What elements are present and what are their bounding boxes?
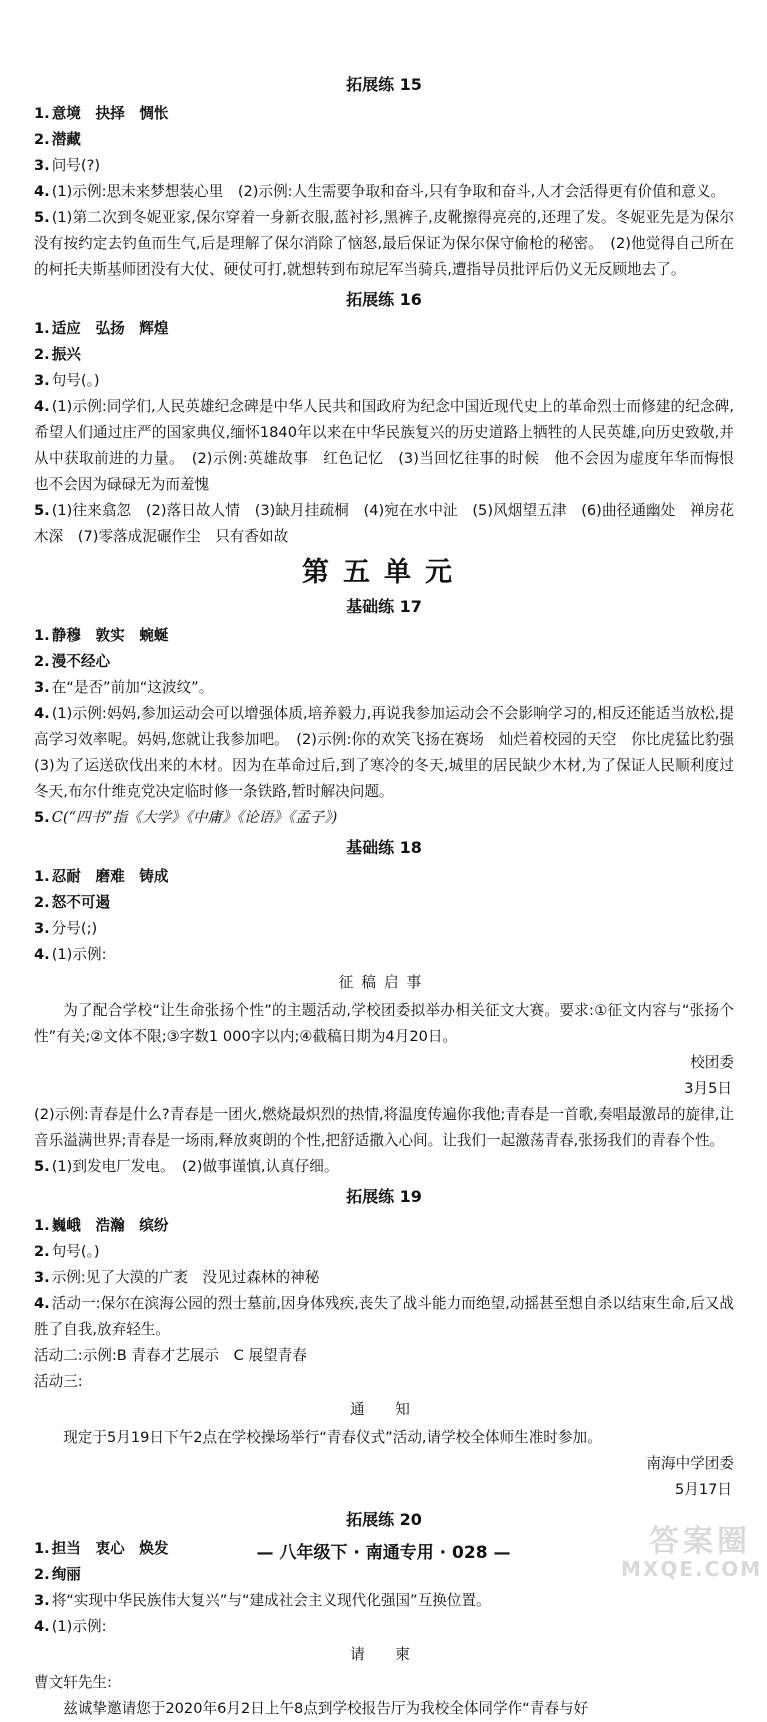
answer-item <box>34 153 734 179</box>
item-text: (1)往来翕忽 (2)落日故人情 (3)缺月挂疏桐 (4)宛在水中沚 (5)风烟望五津 (6)曲径通幽处 禅房花木深 (7)零落成泥碾作尘 只有香如故 <box>34 502 734 545</box>
answer-item <box>34 942 734 968</box>
item-number: 5. <box>34 809 50 826</box>
item-number: 1. <box>34 1217 50 1234</box>
item-text: 静穆 敦实 蜿蜒 <box>51 627 169 644</box>
notice-title: 通 知 <box>350 1401 418 1418</box>
section-title-16: 拓展练 16 <box>346 290 422 309</box>
section-title-15: 拓展练 15 <box>346 75 422 94</box>
item-text: 巍峨 浩瀚 缤纷 <box>51 1217 169 1234</box>
item-text: 示例:见了大漠的广袤 没见过森林的神秘 <box>51 1269 320 1286</box>
item-text: 在“是否”前加“这波纹”。 <box>51 679 214 696</box>
item-number: 4. <box>34 398 50 415</box>
answer-item <box>34 127 734 153</box>
item-number: 5. <box>34 209 50 226</box>
item-text: 意境 抉择 惆怅 <box>51 105 169 122</box>
item-number: 2. <box>34 1243 50 1260</box>
item-text: 句号(。) <box>51 1243 100 1260</box>
item-text: 担当 衷心 焕发 <box>51 1540 169 1557</box>
section-title-17: 基础练 17 <box>346 597 422 616</box>
item-text: 漫不经心 <box>51 653 111 670</box>
answer-item <box>34 1614 734 1640</box>
section-title-19: 拓展练 19 <box>346 1187 422 1206</box>
answer-item <box>34 701 749 805</box>
answer-item: (2)示例:青春是什么?青春是一团火,燃烧最炽烈的热情,将温度传遍你我他;青春是一首歌,奏唱最激昂的旋律,让音乐溢满世界;青春是一场雨,释放爽朗的个性,把舒适撒入心间。让我们一起激荡青春,张扬我们的青春个性。 <box>34 1106 734 1149</box>
answer-item <box>34 864 734 890</box>
item-number: 1. <box>34 1540 50 1557</box>
item-text: 活动一:保尔在滨海公园的烈士墓前,因身体残疾,丧失了战斗能力而绝望,动摇甚至想自杀以结束生命,后又战胜了自我,放弃轻生。 <box>34 1295 734 1338</box>
activity-three: 活动三: <box>34 1373 83 1390</box>
answer-item <box>34 101 734 127</box>
answer-item <box>34 623 734 649</box>
item-text: (1)到发电厂发电。 (2)做事谨慎,认真仔细。 <box>51 1158 339 1175</box>
item-number: 4. <box>34 705 50 722</box>
item-number: 1. <box>34 105 50 122</box>
notice-date: 5月17日 <box>674 1481 732 1498</box>
answer-item <box>34 342 734 368</box>
answer-item <box>34 498 734 550</box>
item-number: 4. <box>34 183 50 200</box>
item-text: 绚丽 <box>51 1566 81 1583</box>
answer-item <box>34 179 734 205</box>
item-text: (1)示例: <box>51 946 107 963</box>
item-number: 2. <box>34 131 50 148</box>
item-text: (1)示例: <box>51 1618 107 1635</box>
item-text: 潜藏 <box>51 131 81 148</box>
item-number: 1. <box>34 320 50 337</box>
answer-item <box>34 805 734 831</box>
invitation-body: 兹诚挚邀请您于2020年6月2日上午8点到学校报告厅为我校全体同学作“青春与好 <box>63 1700 589 1717</box>
invitation-title: 请 柬 <box>350 1646 418 1663</box>
item-text: (1)示例:妈妈,参加运动会可以增强体质,培养毅力,再说我参加运动会不会影响学习的,相反还能适当放松,提高学习效率呢。妈妈,您就让我参加吧。 (2)示例:你的欢笑飞扬在赛场 灿烂着校园的天空 你比虎猛比豹强 (3)为了运送砍伐出来的木材。因为在革命过后,到了寒冷的冬天,城里的居民缺少木材,为了保证人民顺利度过冬天,布尔什维克党决定临时修一条铁路,暂时解决问题。 <box>34 705 749 800</box>
item-text: 问号(?) <box>51 157 101 174</box>
item-text: (1)第二次到冬妮亚家,保尔穿着一身新衣服,蓝衬衫,黑裤子,皮靴擦得亮亮的,还理了发。冬妮亚先是为保尔没有按约定去钓鱼而生气,后是理解了保尔消除了恼怒,最后保证为保尔保守偷枪的秘密。 (2)他觉得自己所在的柯托夫斯基师团没有大仗、硬仗可打,就想转到布琼尼军当骑兵,遭指导员批评后仍义无反顾地去了。 <box>34 209 734 278</box>
item-number: 2. <box>34 1566 50 1583</box>
answer-item <box>34 675 734 701</box>
item-text: (1)示例:思未来梦想装心里 (2)示例:人生需要争取和奋斗,只有争取和奋斗,人才会活得更有价值和意义。 <box>51 183 726 200</box>
answer-item <box>34 916 734 942</box>
item-number: 3. <box>34 920 50 937</box>
page-footer: — 八年级下 · 南通专用 · 028 — <box>256 1543 511 1563</box>
notice-title: 征稿启事 <box>338 974 430 991</box>
item-number: 4. <box>34 1295 50 1312</box>
item-number: 3. <box>34 157 50 174</box>
item-text: 怒不可遏 <box>51 894 111 911</box>
item-number: 4. <box>34 946 50 963</box>
item-number: 3. <box>34 679 50 696</box>
answer-item <box>34 1239 734 1265</box>
activity-two: 活动二:示例:B 青春才艺展示 C 展望青春 <box>34 1347 307 1364</box>
answer-item <box>34 368 734 394</box>
section-title-20: 拓展练 20 <box>346 1510 422 1529</box>
unit-title: 第五单元 <box>302 557 466 588</box>
item-number: 3. <box>34 372 50 389</box>
notice-body: 为了配合学校“让生命张扬个性”的主题活动,学校团委拟举办相关征文大赛。要求:①征文内容与“张扬个性”有关;②文体不限;③字数1 000字以内;④截稿日期为4月20日。 <box>34 1002 734 1045</box>
item-text: (1)示例:同学们,人民英雄纪念碑是中华人民共和国政府为纪念中国近现代史上的革命烈士而修建的纪念碑,希望人们通过庄严的国家典仪,缅怀1840年以来在中华民族复兴的历史道路上牺牲的人民英雄,向历史致敬,并从中获取前进的力量。 (2)示例:英雄故事 红色记忆 (3)当回忆往事的时候 他不会因为虚度年华而悔恨 也不会因为碌碌无为而羞愧 <box>34 398 749 493</box>
answer-item <box>34 1154 734 1180</box>
answer-item <box>34 316 734 342</box>
item-text: 分号(;) <box>51 920 98 937</box>
watermark-url: MXQE.COM <box>621 1557 763 1581</box>
notice-signature: 校团委 <box>690 1054 734 1071</box>
item-number: 3. <box>34 1269 50 1286</box>
item-number: 2. <box>34 894 50 911</box>
item-number: 3. <box>34 1592 50 1609</box>
section-title-18: 基础练 18 <box>346 838 422 857</box>
answer-item <box>34 1265 734 1291</box>
invitation-recipient: 曹文轩先生: <box>34 1674 112 1691</box>
item-text: 振兴 <box>51 346 81 363</box>
item-number: 5. <box>34 1158 50 1175</box>
notice-signature: 南海中学团委 <box>646 1455 734 1472</box>
item-text: 适应 弘扬 辉煌 <box>51 320 169 337</box>
item-number: 5. <box>34 502 50 519</box>
answer-item <box>34 394 749 498</box>
answer-item <box>34 205 734 283</box>
notice-date: 3月5日 <box>684 1080 732 1097</box>
watermark-logo <box>621 1524 763 1586</box>
notice-body: 现定于5月19日下午2点在学校操场举行“青春仪式”活动,请学校全体师生准时参加。 <box>63 1429 602 1446</box>
item-text: 忍耐 磨难 铸成 <box>51 868 169 885</box>
item-number: 1. <box>34 627 50 644</box>
answer-item <box>34 890 734 916</box>
answer-item <box>34 649 734 675</box>
answer-item <box>34 1588 734 1614</box>
item-number: 1. <box>34 868 50 885</box>
answer-item <box>34 1291 734 1343</box>
item-text: 将“实现中华民族伟大复兴”与“建成社会主义现代化强国”互换位置。 <box>51 1592 491 1609</box>
item-number: 2. <box>34 653 50 670</box>
item-text: 句号(。) <box>51 372 100 389</box>
answer-page <box>34 68 749 1722</box>
item-number: 4. <box>34 1618 50 1635</box>
watermark-text: 答案圈 <box>649 1524 751 1559</box>
item-text: C(“四书”指《大学》《中庸》《论语》《孟子》) <box>51 809 338 826</box>
item-number: 2. <box>34 346 50 363</box>
answer-item <box>34 1213 734 1239</box>
